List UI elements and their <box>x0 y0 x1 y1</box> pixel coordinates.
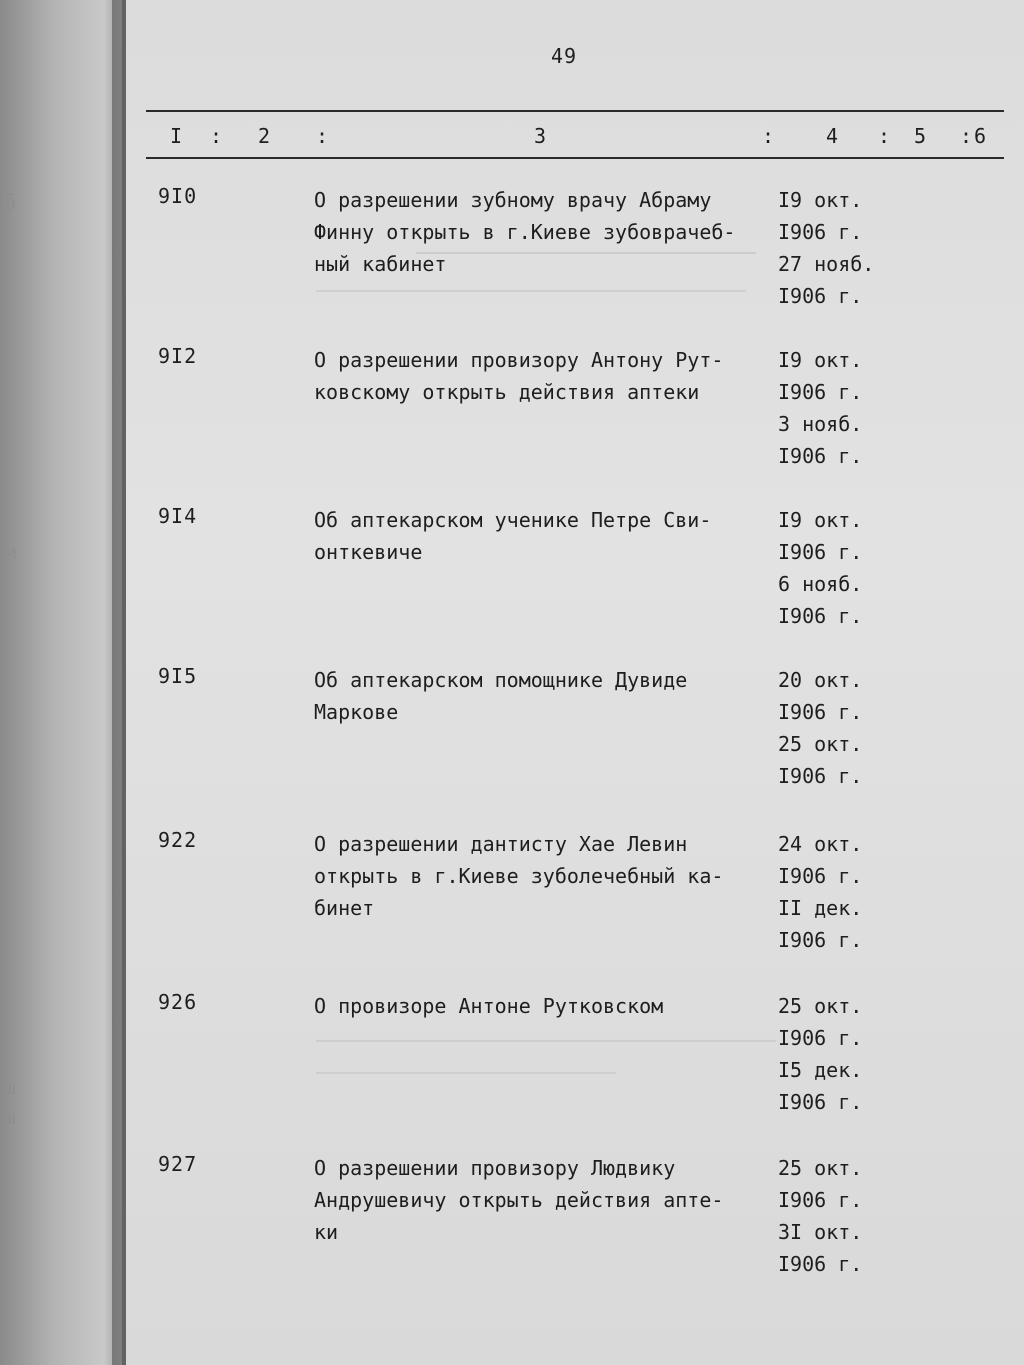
date-start: I9 окт. <box>778 188 863 212</box>
entry-number: 922 <box>158 828 198 852</box>
header-rule-top <box>146 110 1004 112</box>
bleed-through-mark <box>316 1072 616 1074</box>
entry-title: О разрешении провизору Антону Рут- ковскому открыть действия аптеки <box>314 348 724 404</box>
bleed-through-mark <box>316 290 746 292</box>
facing-page-mark: м <box>4 540 17 564</box>
entry-dates <box>778 990 888 1118</box>
entry-number: 9I4 <box>158 504 198 528</box>
page-number: 49 <box>551 44 578 68</box>
date-start: 24 окт. <box>778 832 863 856</box>
date-end: 6 нояб. <box>778 572 863 596</box>
entry-title: О разрешении провизору Людвику Андрушевичу открыть действия апте- ки <box>314 1156 724 1244</box>
document-page <box>126 0 1024 1365</box>
entry-title: Об аптекарском ученике Петре Сви- онткевиче <box>314 508 712 564</box>
date-start: 25 окт. <box>778 1156 863 1180</box>
date-end: 27 нояб. <box>778 252 875 276</box>
entry-dates <box>778 828 888 956</box>
entry-dates <box>778 504 888 632</box>
column-separator: : <box>316 124 329 148</box>
date-end-year: I906 г. <box>778 928 863 952</box>
date-start: I9 окт. <box>778 348 863 372</box>
date-start-year: I906 г. <box>778 700 863 724</box>
entry-number: 9I0 <box>158 184 198 208</box>
column-header-1: I <box>170 124 183 148</box>
date-end-year: I906 г. <box>778 764 863 788</box>
facing-page-edge <box>0 0 122 1365</box>
column-separator: : <box>210 124 223 148</box>
date-end-year: I906 г. <box>778 444 863 468</box>
bleed-through-mark <box>316 1040 776 1042</box>
entry-title: О разрешении зубному врачу Абраму Финну открыть в г.Киеве зубоврачеб- ный кабинет <box>314 188 736 276</box>
entry-number: 9I2 <box>158 344 198 368</box>
column-separator: : <box>762 124 775 148</box>
date-end: I5 дек. <box>778 1058 863 1082</box>
entry-title: О провизоре Антоне Рутковском <box>314 994 664 1018</box>
column-separator: : <box>878 124 891 148</box>
date-end-year: I906 г. <box>778 284 863 308</box>
facing-page-mark: ш <box>4 1105 17 1129</box>
facing-page-mark: ш <box>4 1075 17 1099</box>
entry-dates <box>778 1152 888 1280</box>
date-start: I9 окт. <box>778 508 863 532</box>
date-start-year: I906 г. <box>778 220 863 244</box>
facing-page-mark: б <box>4 190 17 214</box>
entry-number: 926 <box>158 990 198 1014</box>
date-start-year: I906 г. <box>778 540 863 564</box>
entry-dates <box>778 344 888 472</box>
date-end-year: I906 г. <box>778 1090 863 1114</box>
entry-title: Об аптекарском помощнике Дувиде Маркове <box>314 668 688 724</box>
column-header-3: 3 <box>534 124 547 148</box>
header-rule-bottom <box>146 157 1004 159</box>
column-header-6: 6 <box>974 124 987 148</box>
date-start-year: I906 г. <box>778 864 863 888</box>
column-separator: : <box>960 124 973 148</box>
date-end: 3 нояб. <box>778 412 863 436</box>
date-start: 25 окт. <box>778 994 863 1018</box>
entry-number: 927 <box>158 1152 198 1176</box>
date-end: II дек. <box>778 896 863 920</box>
column-header-4: 4 <box>826 124 839 148</box>
date-end-year: I906 г. <box>778 1252 863 1276</box>
date-start: 20 окт. <box>778 668 863 692</box>
entry-dates <box>778 184 888 312</box>
date-end: 3I окт. <box>778 1220 863 1244</box>
date-end: 25 окт. <box>778 732 863 756</box>
column-header-5: 5 <box>914 124 927 148</box>
entry-dates <box>778 664 888 792</box>
date-end-year: I906 г. <box>778 604 863 628</box>
entry-title: О разрешении дантисту Хае Левин открыть в г.Киеве зуболечебный ка- бинет <box>314 832 724 920</box>
column-header-2: 2 <box>258 124 271 148</box>
date-start-year: I906 г. <box>778 1026 863 1050</box>
date-start-year: I906 г. <box>778 380 863 404</box>
entry-number: 9I5 <box>158 664 198 688</box>
date-start-year: I906 г. <box>778 1188 863 1212</box>
